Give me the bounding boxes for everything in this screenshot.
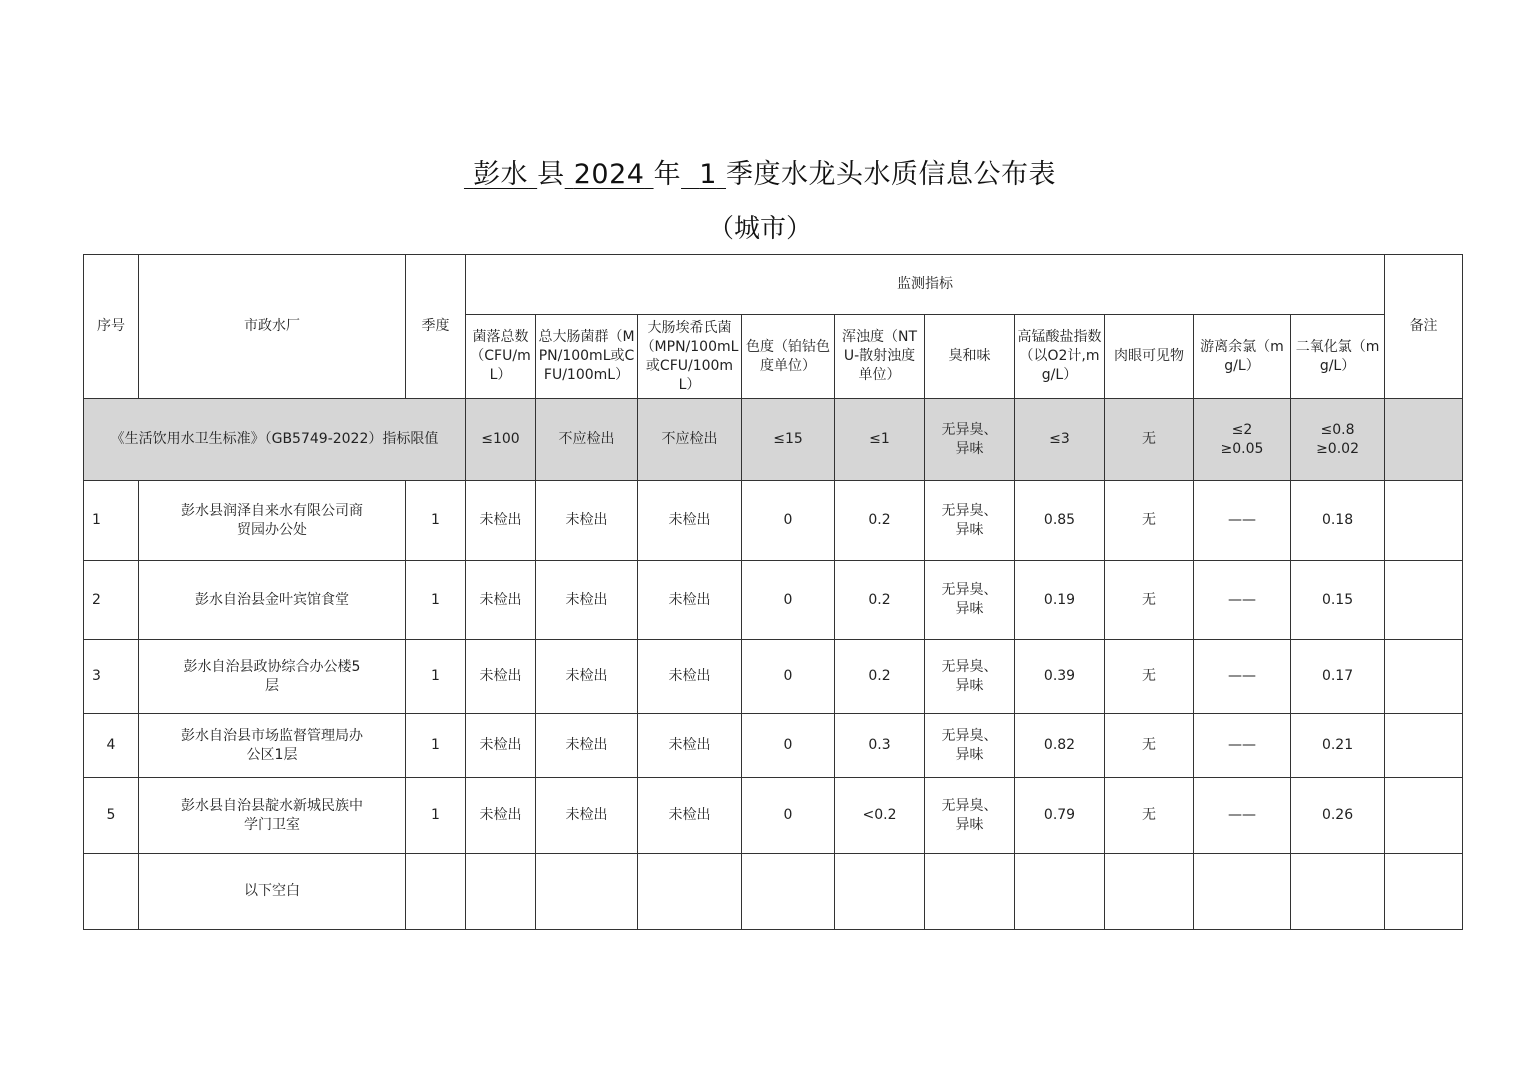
- table-row: [84, 561, 1463, 640]
- dioxide-max: ≤0.8: [1320, 421, 1355, 438]
- row-season: 1: [406, 714, 466, 778]
- standard-value-chlorine: [1194, 399, 1291, 481]
- header-season: 季度: [406, 255, 466, 399]
- row-plant: 彭水县自治县靛水新城民族中学门卫室: [139, 778, 406, 854]
- row-seq: 3: [84, 640, 139, 714]
- standard-value: 不应检出: [536, 399, 638, 481]
- row-value: 无异臭、异味: [925, 778, 1015, 854]
- title-quarter: 1: [699, 159, 717, 190]
- title-county: 彭水: [473, 159, 529, 190]
- row-value: 无: [1105, 714, 1194, 778]
- row-value: 未检出: [536, 561, 638, 640]
- row-value: 0.3: [835, 714, 925, 778]
- row-value: 0.26: [1291, 778, 1385, 854]
- blank-cell: [925, 854, 1015, 930]
- standard-value: 无: [1105, 399, 1194, 481]
- row-season: 1: [406, 561, 466, 640]
- chlorine-max: ≤2: [1231, 421, 1253, 438]
- row-value: 未检出: [466, 778, 536, 854]
- row-season: 1: [406, 778, 466, 854]
- row-value: 无异臭、异味: [925, 481, 1015, 561]
- title-year-suffix: 年: [653, 159, 682, 190]
- row-value: ——: [1194, 714, 1291, 778]
- blank-cell: [835, 854, 925, 930]
- row-plant: 彭水自治县金叶宾馆食堂: [139, 561, 406, 640]
- water-quality-table: [83, 254, 1463, 930]
- header-col-chlorine-dioxide: 二氧化氯（mg/L）: [1291, 315, 1385, 399]
- row-seq: 2: [84, 561, 139, 640]
- page-subtitle: （城市）: [707, 214, 812, 244]
- header-col-turbidity: 浑浊度（NTU-散射浊度单位）: [835, 315, 925, 399]
- row-value: ——: [1194, 778, 1291, 854]
- blank-cell: [466, 854, 536, 930]
- header-col-permanganate: 高锰酸盐指数（以O2计,mg/L）: [1015, 315, 1105, 399]
- standard-value: 无异臭、异味: [925, 399, 1015, 481]
- row-value: 无异臭、异味: [925, 640, 1015, 714]
- row-value: 0: [742, 640, 835, 714]
- row-value: 未检出: [466, 640, 536, 714]
- table-row: [84, 714, 1463, 778]
- row-seq: 1: [84, 481, 139, 561]
- blank-cell: [1105, 854, 1194, 930]
- row-season: 1: [406, 481, 466, 561]
- row-value: 未检出: [466, 714, 536, 778]
- header-remark: 备注: [1385, 255, 1463, 399]
- row-value: 未检出: [466, 561, 536, 640]
- row-remark: [1385, 561, 1463, 640]
- header-col-colony: 菌落总数（CFU/mL）: [466, 315, 536, 399]
- header-col-ecoli: 大肠埃希氏菌（MPN/100mL或CFU/100mL）: [638, 315, 742, 399]
- row-value: 未检出: [638, 561, 742, 640]
- row-value: 0.18: [1291, 481, 1385, 561]
- row-value: 0.82: [1015, 714, 1105, 778]
- row-value: 0: [742, 778, 835, 854]
- chlorine-min: ≥0.05: [1220, 440, 1264, 457]
- row-value: 未检出: [638, 640, 742, 714]
- row-seq: 4: [84, 714, 139, 778]
- row-value: 无: [1105, 481, 1194, 561]
- row-value: 0.19: [1015, 561, 1105, 640]
- blank-row: [84, 854, 1463, 930]
- row-value: 0.17: [1291, 640, 1385, 714]
- row-value: 未检出: [638, 714, 742, 778]
- row-plant: 彭水县润泽自来水有限公司商贸园办公处: [139, 481, 406, 561]
- row-value: 未检出: [638, 481, 742, 561]
- header-col-coliform: 总大肠菌群（MPN/100mL或CFU/100mL）: [536, 315, 638, 399]
- row-value: 0.21: [1291, 714, 1385, 778]
- blank-cell: [742, 854, 835, 930]
- blank-note: 以下空白: [139, 854, 406, 930]
- title-county-suffix: 县: [537, 159, 565, 190]
- table-row: [84, 640, 1463, 714]
- dioxide-min: ≥0.02: [1316, 440, 1359, 457]
- row-value: 0: [742, 714, 835, 778]
- blank-cell: [1194, 854, 1291, 930]
- blank-cell: [638, 854, 742, 930]
- row-value: 无: [1105, 640, 1194, 714]
- header-col-odor: 臭和味: [925, 315, 1015, 399]
- blank-cell: [1015, 854, 1105, 930]
- row-remark: [1385, 640, 1463, 714]
- row-value: 0: [742, 481, 835, 561]
- row-plant: 彭水自治县市场监督管理局办公区1层: [139, 714, 406, 778]
- row-value: 未检出: [536, 778, 638, 854]
- row-value: 未检出: [466, 481, 536, 561]
- row-value: 无异臭、异味: [925, 714, 1015, 778]
- standard-value: ≤3: [1015, 399, 1105, 481]
- row-value: 0.79: [1015, 778, 1105, 854]
- header-col-color: 色度（铂钴色度单位）: [742, 315, 835, 399]
- standard-value: ≤100: [466, 399, 536, 481]
- header-seq: 序号: [84, 255, 139, 399]
- table-row: [84, 481, 1463, 561]
- row-remark: [1385, 481, 1463, 561]
- title-year: 2024: [573, 159, 645, 190]
- row-value: ——: [1194, 640, 1291, 714]
- row-value: <0.2: [835, 778, 925, 854]
- header-indicators: 监测指标: [466, 255, 1385, 315]
- blank-cell: [536, 854, 638, 930]
- row-seq: 5: [84, 778, 139, 854]
- row-value: 0.2: [835, 481, 925, 561]
- row-value: 未检出: [638, 778, 742, 854]
- row-season: 1: [406, 640, 466, 714]
- row-value: 0.2: [835, 561, 925, 640]
- row-value: 0.15: [1291, 561, 1385, 640]
- standard-label: 《生活饮用水卫生标准》（GB5749-2022）指标限值: [84, 399, 466, 481]
- header-col-visible: 肉眼可见物: [1105, 315, 1194, 399]
- standard-remark: [1385, 399, 1463, 481]
- page-title: [0, 152, 1520, 191]
- blank-cell: [406, 854, 466, 930]
- blank-cell: [1385, 854, 1463, 930]
- header-plant: 市政水厂: [139, 255, 406, 399]
- row-value: 未检出: [536, 640, 638, 714]
- blank-cell: [84, 854, 139, 930]
- row-value: 未检出: [536, 714, 638, 778]
- row-value: ——: [1194, 561, 1291, 640]
- blank-cell: [1291, 854, 1385, 930]
- row-value: 0.39: [1015, 640, 1105, 714]
- row-value: 未检出: [536, 481, 638, 561]
- title-rest: 季度水龙头水质信息公布表: [726, 159, 1057, 190]
- row-remark: [1385, 778, 1463, 854]
- row-value: ——: [1194, 481, 1291, 561]
- row-value: 0: [742, 561, 835, 640]
- standard-value: ≤15: [742, 399, 835, 481]
- standard-value-dioxide: [1291, 399, 1385, 481]
- row-plant: 彭水自治县政协综合办公楼5层: [139, 640, 406, 714]
- table-row: [84, 778, 1463, 854]
- row-value: 0.85: [1015, 481, 1105, 561]
- standard-value: ≤1: [835, 399, 925, 481]
- row-value: 0.2: [835, 640, 925, 714]
- row-remark: [1385, 714, 1463, 778]
- header-col-free-chlorine: 游离余氯（mg/L）: [1194, 315, 1291, 399]
- standard-value: 不应检出: [638, 399, 742, 481]
- standard-row: [84, 399, 1463, 481]
- header-row-1: [84, 255, 1463, 315]
- row-value: 无: [1105, 561, 1194, 640]
- row-value: 无: [1105, 778, 1194, 854]
- row-value: 无异臭、异味: [925, 561, 1015, 640]
